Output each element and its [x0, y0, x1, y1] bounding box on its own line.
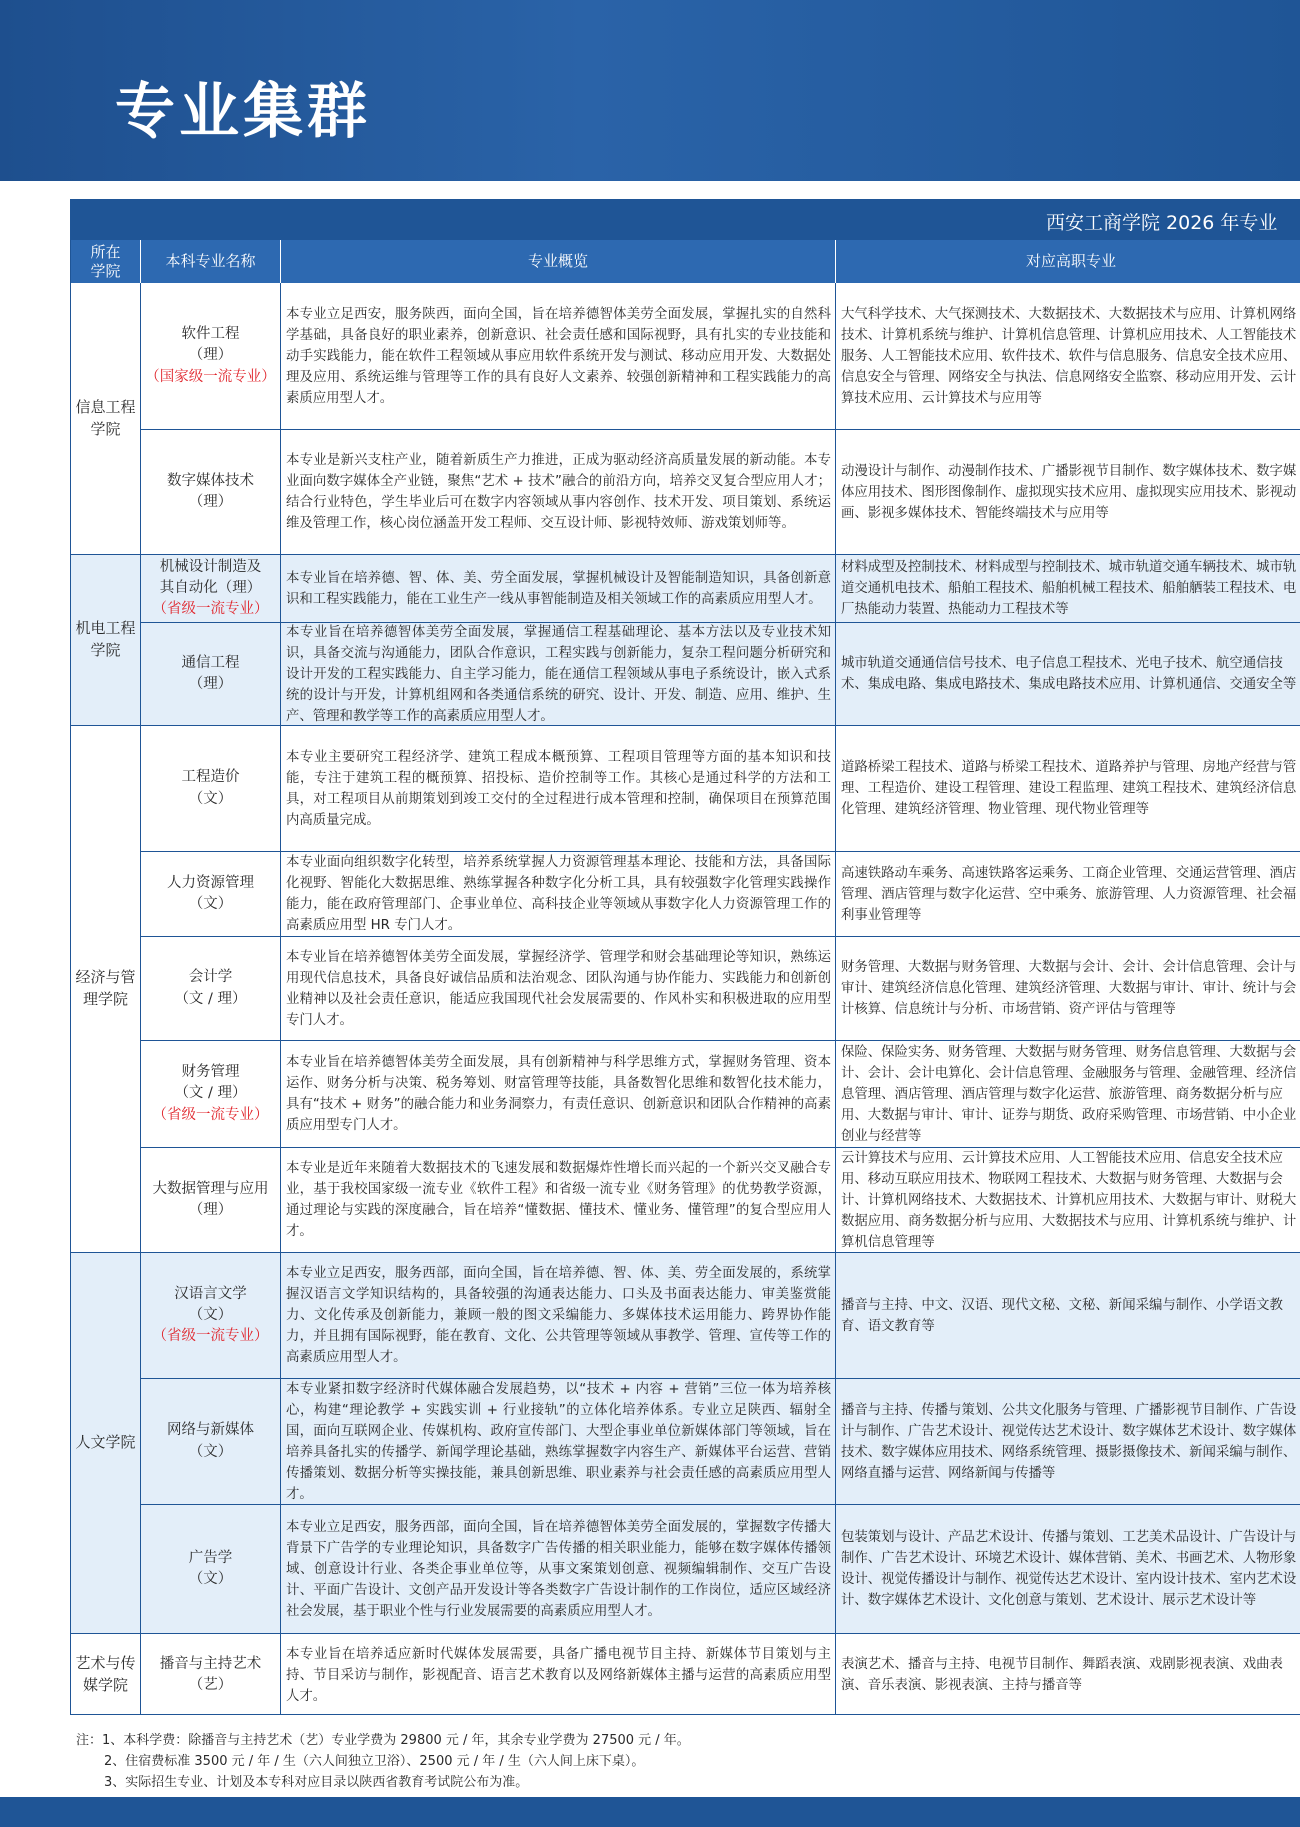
- college-name: 艺术与传媒学院: [75, 1653, 136, 1694]
- major-level-badge: （省级一流专业）: [152, 601, 269, 617]
- vocational-majors: 保险、保险实务、财务管理、大数据与财务管理、财务信息管理、大数据与会计、会计、会计电算化、会计信息管理、金融服务与管理、金融管理、经济信息管理、酒店管理、酒店管理与数字化运营、旅游管理、商务数据分析与应用、大数据与审计、审计、证券与期货、政府采购管理、市场营销、中小企业创业与经营等: [841, 1044, 1297, 1144]
- header-vocational: 对应高职专业: [1025, 252, 1116, 271]
- majors-table: [70, 199, 1300, 1715]
- major-name-cell: [141, 1041, 281, 1147]
- college-name: 信息工程学院: [75, 397, 136, 438]
- major-overview: 本专业旨在培养适应新时代媒体发展需要，具备广播电视节目主持、新媒体节目策划与主持、节目采访与制作，影视配音、语言艺术教育以及网络新媒体主播与运营的高素质应用型人才。: [281, 1634, 836, 1715]
- vocational-majors: 播音与主持、传播与策划、公共文化服务与管理、广播影视节目制作、广告设计与制作、广告艺术设计、视觉传达艺术设计、数字媒体艺术设计、数字媒体技术、数字媒体应用技术、网络系统管理、摄影摄像技术、新闻采编与制作、网络直播与运营、网络新闻与传播等: [841, 1402, 1297, 1481]
- vocational-majors: 包装策划与设计、产品艺术设计、传播与策划、工艺美术品设计、广告设计与制作、广告艺术设计、环境艺术设计、媒体营销、美术、书画艺术、人物形象设计、视觉传播设计与制作、视觉传达艺术设计、室内设计技术、室内艺术设计、数字媒体艺术设计、文化创意与策划、艺术设计、展示艺术设计等: [841, 1530, 1297, 1608]
- college-cell: [71, 555, 141, 726]
- page-title: 专业集群: [115, 77, 371, 147]
- major-type: （文）: [188, 1443, 233, 1460]
- college-cell: [71, 283, 141, 555]
- table-title: 西安工商学院 2026 年专业: [1046, 212, 1278, 234]
- major-type: （理）: [188, 676, 233, 692]
- major-overview: 本专业旨在培养德智体美劳全面发展，掌握通信工程基础理论、基本方法以及专业技术知识，具备交流与沟通能力，团队合作意识，工程实践与创新能力，复杂工程问题分析研究和设计开发的工程实践能力、自主学习能力，能在通信工程领域从事电子系统设计，嵌入式系统的设计与开发，计算机组网和各类通信系统的研究、设计、开发、制造、应用、维护、生产、管理和教学等工作的高素质应用型人才。: [281, 623, 836, 725]
- major-name: 人力资源管理: [167, 874, 254, 891]
- major-name: 机械设计制造及其自动化（理）: [159, 558, 262, 596]
- vocational-majors: 高速铁路动车乘务、高速铁路客运乘务、工商企业管理、交通运营管理、酒店管理、酒店管理与数字化运营、空中乘务、旅游管理、人力资源管理、社会福利事业管理等: [841, 865, 1297, 923]
- header-major: 本科专业名称: [141, 240, 281, 283]
- table-row: [141, 1379, 1300, 1505]
- major-overview: 本专业面向组织数字化转型，培养系统掌握人力资源管理基本理论、技能和方法，具备国际化视野、智能化大数据思维、熟练掌握各种数字化分析工具，具有较强数字化管理实践操作能力，能在政府管理部门、企事业单位、高科技企业等领域从事数字化人力资源管理工作的高素质应用型 HR 专门人才。: [281, 852, 836, 936]
- major-overview: 本专业旨在培养德智体美劳全面发展，掌握经济学、管理学和财会基础理论等知识，熟练运用现代信息技术，具备良好诚信品质和法治观念、团队沟通与协作能力、实践能力和创新创业精神以及社会责任意识，能适应我国现代社会发展需要的、作风朴实和积极进取的应用型专门人才。: [281, 937, 836, 1040]
- major-name-cell: [141, 283, 281, 429]
- footnote-accommodation: 2、住宿费标准 3500 元 / 年 / 生（六人间独立卫浴）、2500 元 / 年 / 生（六人间上床下桌）。: [104, 1754, 645, 1769]
- major-name-cell: [141, 1379, 281, 1504]
- major-name-cell: [141, 623, 281, 725]
- major-type: （文）: [188, 1306, 233, 1323]
- college-cell: [71, 1253, 141, 1634]
- header-overview: 专业概览: [281, 240, 836, 283]
- table-title-bar: [71, 200, 1300, 240]
- major-name-cell: [141, 1505, 281, 1633]
- major-name: 播音与主持艺术: [159, 1655, 262, 1672]
- major-name-cell: [141, 1148, 281, 1252]
- major-level-badge: （省级一流专业）: [152, 1328, 269, 1344]
- table-row: [141, 1634, 1300, 1715]
- table-row: [141, 1148, 1300, 1253]
- major-type: （文）: [188, 1571, 233, 1587]
- major-name: 大数据管理与应用: [152, 1180, 269, 1197]
- major-type: （文 / 理）: [174, 990, 247, 1007]
- major-level-badge: （省级一流专业）: [152, 1106, 269, 1123]
- college-cell: [71, 726, 141, 1253]
- vocational-majors: 大气科学技术、大气探测技术、大数据技术、大数据技术与应用、计算机网络技术、计算机系统与维护、计算机信息管理、计算机应用技术、人工智能技术服务、人工智能技术应用、软件技术、软件与信息服务、信息安全技术应用、信息安全与管理、网络安全与执法、信息网络安全监察、移动应用开发、云计算技术应用、云计算技术与应用等: [841, 306, 1297, 406]
- major-name-cell: [141, 1253, 281, 1378]
- footer-bar: [0, 1797, 1300, 1827]
- vocational-majors: 动漫设计与制作、动漫制作技术、广播影视节目制作、数字媒体技术、数字媒体应用技术、图形图像制作、虚拟现实技术应用、虚拟现实应用技术、影视动画、影视多媒体技术、智能终端技术与应用等: [841, 463, 1297, 521]
- major-overview: 本专业立足西安，服务西部，面向全国，旨在培养德、智、体、美、劳全面发展的，系统掌握汉语言文学知识结构的，具备较强的沟通表达能力、口头及书面表达能力、审美鉴赏能力、文化传承及创新能力，兼顾一般的图文采编能力、多媒体技术运用能力、跨界协作能力，并且拥有国际视野，能在教育、文化、公共管理等领域从事教学、管理、宣传等工作的高素质应用型人才。: [281, 1253, 836, 1378]
- major-overview: 本专业紧扣数字经济时代媒体融合发展趋势，以“技术 + 内容 + 营销”三位一体为培养核心，构建“理论教学 + 实践实训 + 行业接轨”的立体化培养体系。专业立足陕西、辐射全国，面向互联网企业、传媒机构、政府宣传部门、大型企事业单位新媒体部门等领域，旨在培养具备扎实的传播学、新闻学理论基础，熟练掌握数字内容生产、新媒体平台运营、营销传播策划、数据分析等实操技能，兼具创新思维、职业素养与社会责任感的高素质应用型人才。: [281, 1379, 836, 1504]
- table-row: [141, 430, 1300, 555]
- table-row: [141, 937, 1300, 1041]
- header-banner: [0, 0, 1300, 181]
- major-name-cell: [141, 937, 281, 1040]
- major-name-cell: [141, 1634, 281, 1715]
- vocational-majors: 播音与主持、中文、汉语、现代文秘、文秘、新闻采编与制作、小学语文教育、语文教育等: [841, 1297, 1283, 1334]
- major-overview: 本专业旨在培养德、智、体、美、劳全面发展，掌握机械设计及智能制造知识，具备创新意识和工程实践能力，能在工业生产一线从事智能制造及相关领域工作的高素质应用型人才。: [281, 555, 836, 622]
- college-name: 人文学院: [75, 1433, 136, 1452]
- major-overview: 本专业立足西安，服务西部，面向全国，旨在培养德智体美劳全面发展的，掌握数字传播大背景下广告学的专业理论知识，具备数字广告传播的相关职业能力，能够在数字媒体传播领域、创意设计行业、各类企事业单位等，从事文案策划创意、视频编辑制作、交互广告设计、平面广告设计、文创产品开发设计等各类数字广告设计制作的工作岗位，适应区域经济社会发展，基于职业个性与行业发展需要的高素质应用型人才。: [281, 1505, 836, 1633]
- header-college: [71, 240, 141, 283]
- vocational-majors: 表演艺术、播音与主持、电视节目制作、舞蹈表演、戏剧影视表演、戏曲表演、音乐表演、影视表演、主持与播音等: [841, 1657, 1283, 1693]
- table-row: [141, 283, 1300, 430]
- major-type: （理）: [188, 1202, 233, 1218]
- major-type: （文 / 理）: [174, 1085, 247, 1102]
- major-name-cell: [141, 555, 281, 622]
- major-overview: 本专业是新兴支柱产业，随着新质生产力推进，正成为驱动经济高质量发展的新动能。本专业面向数字媒体全产业链，聚焦“艺术 + 技术”融合的前沿方向，培养交叉复合型应用人才；结合行业特色，学生毕业后可在数字内容领域从事内容创作、技术开发、项目策划、系统运维及管理工作，核心岗位涵盖开发工程师、交互设计师、影视特效师、游戏策划师等。: [281, 430, 836, 554]
- major-name-cell: [141, 726, 281, 851]
- major-name: 会计学: [188, 969, 233, 986]
- table-row: [141, 852, 1300, 937]
- major-type: （文）: [188, 896, 233, 912]
- table-row: [141, 1505, 1300, 1634]
- table-row: [141, 623, 1300, 726]
- major-name: 财务管理: [181, 1064, 240, 1081]
- vocational-majors: 云计算技术与应用、云计算技术应用、人工智能技术应用、信息安全技术应用、移动互联应用技术、物联网工程技术、大数据与财务管理、大数据与会计、计算机网络技术、大数据技术、计算机应用技术、大数据与审计、财税大数据应用、商务数据分析与应用、大数据技术与应用、计算机系统与维护、计算机信息管理等: [841, 1150, 1297, 1250]
- major-type: （理）: [188, 347, 233, 364]
- major-name-cell: [141, 430, 281, 554]
- major-overview: 本专业立足西安，服务陕西，面向全国，旨在培养德智体美劳全面发展，掌握扎实的自然科学基础，具备良好的职业素养，创新意识、社会责任感和国际视野，具有扎实的专业技能和动手实践能力，能在软件工程领域从事应用软件系统开发与测试、移动应用开发、大数据处理及应用、系统运维与管理等工作的具有良好人文素养、较强创新精神和工程实践能力的高素质应用型人才。: [281, 283, 836, 429]
- major-overview: 本专业旨在培养德智体美劳全面发展，具有创新精神与科学思维方式，掌握财务管理、资本运作、财务分析与决策、税务筹划、财富管理等技能，具备数智化思维和数智化技术能力，具有“技术 + 财务”的融合能力和业务洞察力，有责任意识、创新意识和团队合作精神的高素质应用型专门人才。: [281, 1041, 836, 1147]
- vocational-majors: 城市轨道交通通信信号技术、电子信息工程技术、光电子技术、航空通信技术、集成电路、集成电路技术、集成电路技术应用、计算机通信、交通安全等: [841, 656, 1297, 692]
- major-overview: 本专业主要研究工程经济学、建筑工程成本概预算、工程项目管理等方面的基本知识和技能，专注于建筑工程的概预算、招投标、造价控制等工作。其核心是通过科学的方法和工具，对工程项目从前期策划到竣工交付的全过程进行成本管理和控制，确保项目在预算范围内高质量完成。: [281, 726, 836, 851]
- table-row: [141, 1041, 1300, 1148]
- header-college-label: 所在学院: [90, 242, 121, 280]
- major-name: 软件工程: [181, 326, 240, 343]
- vocational-majors: 财务管理、大数据与财务管理、大数据与会计、会计、会计信息管理、会计与审计、建筑经济信息化管理、建筑经济管理、大数据与审计、审计、统计与会计核算、信息统计与分析、市场营销、资产评估与管理等: [841, 960, 1297, 1017]
- major-name: 汉语言文学: [174, 1285, 247, 1302]
- footnotes: [76, 1730, 690, 1793]
- vocational-majors: 道路桥梁工程技术、道路与桥梁工程技术、道路养护与管理、房地产经营与管理、工程造价、建设工程管理、建设工程监理、建筑工程技术、建筑经济信息化管理、建筑经济管理、物业管理、现代物业管理等: [841, 760, 1297, 817]
- major-name: 广告学: [188, 1549, 233, 1566]
- vocational-majors: 材料成型及控制技术、材料成型与控制技术、城市轨道交通车辆技术、城市轨道交通机电技术、船舶工程技术、船舶机械工程技术、船舶舾装工程技术、电厂热能动力装置、热能动力工程技术等: [841, 560, 1297, 617]
- major-name: 工程造价: [181, 769, 240, 786]
- college-cell: [71, 1634, 141, 1715]
- college-name: 机电工程学院: [75, 619, 136, 659]
- table-row: [141, 555, 1300, 623]
- table-row: [141, 726, 1300, 852]
- major-type: （艺）: [188, 1677, 233, 1693]
- major-type: （文）: [188, 790, 233, 807]
- major-overview: 本专业是近年来随着大数据技术的飞速发展和数据爆炸性增长而兴起的一个新兴交叉融合专业，基于我校国家级一流专业《软件工程》和省级一流专业《财务管理》的优势教学资源，通过理论与实践的深度融合，旨在培养“懂数据、懂技术、懂业务、懂管理”的复合型应用人才。: [281, 1148, 836, 1252]
- major-level-badge: （国家级一流专业）: [145, 368, 276, 385]
- major-type: （理）: [188, 494, 233, 510]
- major-name: 数字媒体技术: [167, 472, 254, 489]
- table-header-row: [71, 240, 1300, 283]
- table-row: [141, 1253, 1300, 1379]
- major-name-cell: [141, 852, 281, 936]
- college-name: 经济与管理学院: [75, 968, 136, 1008]
- footnote-tuition: 注：1、本科学费：除播音与主持艺术（艺）专业学费为 29800 元 / 年，其余专业学费为 27500 元 / 年。: [76, 1733, 690, 1748]
- major-name: 网络与新媒体: [167, 1422, 254, 1439]
- major-name: 通信工程: [181, 654, 240, 671]
- footnote-disclaimer: 3、实际招生专业、计划及本专科对应目录以陕西省教育考试院公布为准。: [104, 1775, 529, 1790]
